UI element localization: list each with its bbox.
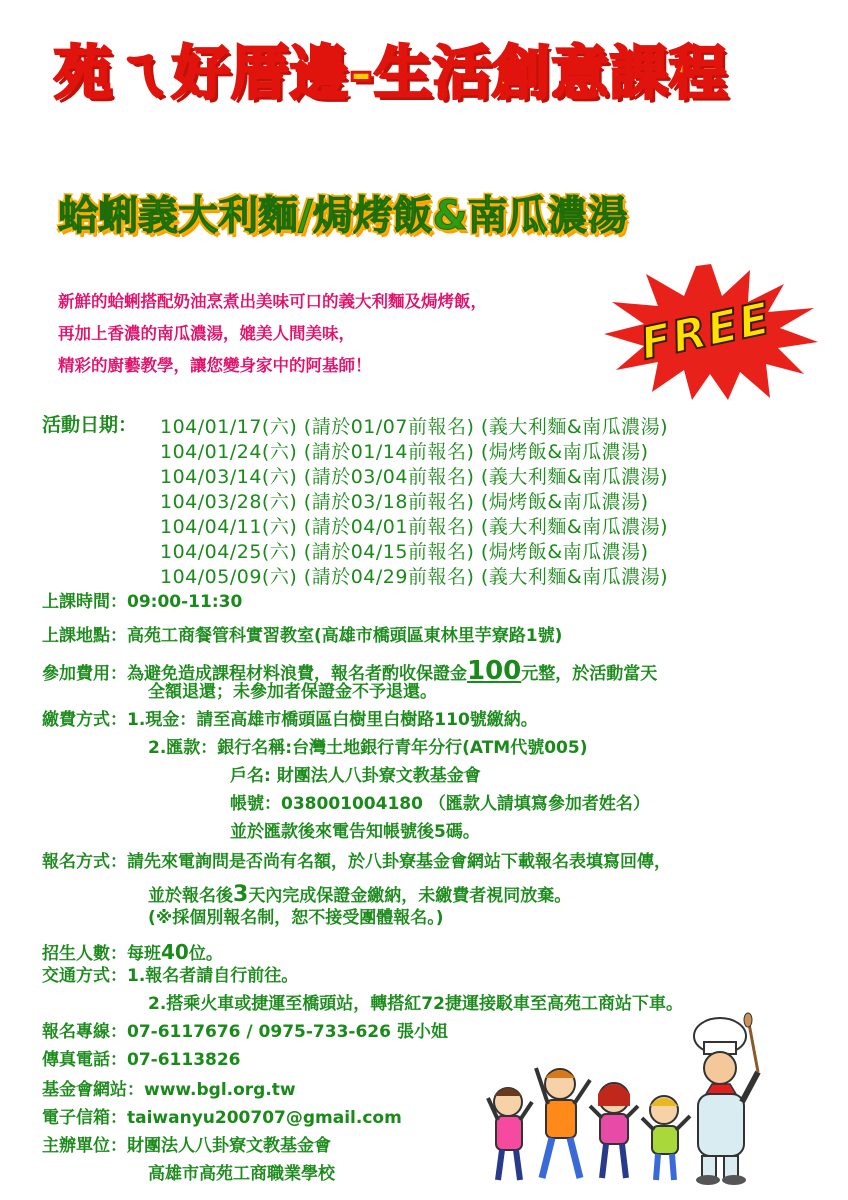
class-time-value: 09:00-11:30: [127, 592, 243, 612]
fee-line-2: 全額退還；未參加者保證金不予退還。: [148, 682, 437, 702]
enroll-label: 招生人數：: [42, 944, 127, 964]
register-line-2-pre: 並於報名後: [148, 886, 233, 906]
enroll: [42, 940, 223, 964]
fax: [42, 1050, 241, 1070]
payment-transfer: 2.匯款：銀行名稱:台灣土地銀行青年分行(ATM代號005): [148, 738, 588, 758]
enroll-pre: 每班: [127, 944, 161, 964]
payment-note: 並於匯款後來電告知帳號後5碼。: [230, 822, 480, 842]
schedule-item: 104/04/25(六) (請於04/15前報名) (焗烤飯&南瓜濃湯): [160, 541, 649, 563]
register-line-2: [148, 882, 571, 908]
organizer-label: 主辦單位：: [42, 1136, 127, 1156]
payment-account-no: 帳號：038001004180 （匯款人請填寫參加者姓名）: [230, 794, 650, 814]
organizer: [42, 1136, 331, 1156]
intro-line-3: 精彩的廚藝教學，讓您變身家中的阿基師！: [58, 356, 372, 375]
transport-label: 交通方式：: [42, 966, 127, 986]
class-time: [42, 592, 242, 612]
fee-amount: 100: [467, 656, 522, 686]
fee-text-post: 元整，於活動當天: [521, 664, 658, 684]
email-link[interactable]: taiwanyu200707@gmail.com: [127, 1108, 402, 1128]
payment-account-name: 戶名: 財團法人八卦寮文教基金會: [230, 766, 481, 786]
hotline: [42, 1022, 448, 1042]
kids-chef-icon: [486, 1010, 786, 1190]
organizer-line-2: 高雄市高苑工商職業學校: [148, 1164, 335, 1184]
page-subtitle: 蛤蜊義大利麵/焗烤飯&南瓜濃湯: [58, 193, 628, 239]
intro-line-2: 再加上香濃的南瓜濃湯，媲美人間美味，: [58, 324, 355, 343]
payment-label: 繳費方式：: [42, 710, 127, 730]
schedule-item: 104/01/24(六) (請於01/14前報名) (焗烤飯&南瓜濃湯): [160, 441, 649, 463]
schedule-item: 104/03/28(六) (請於03/18前報名) (焗烤飯&南瓜濃湯): [160, 491, 649, 513]
hotline-value: 07-6117676 / 0975-733-626 張小姐: [127, 1022, 448, 1042]
intro-line-1: 新鮮的蛤蜊搭配奶油烹煮出美味可口的義大利麵及焗烤飯，: [58, 292, 487, 311]
register-label: 報名方式：: [42, 852, 127, 872]
schedule-item: 104/01/17(六) (請於01/07前報名) (義大利麵&南瓜濃湯): [160, 416, 669, 438]
email: [42, 1108, 402, 1128]
hotline-label: 報名專線：: [42, 1022, 127, 1042]
website-link[interactable]: www.bgl.org.tw: [144, 1080, 296, 1100]
enroll-number: 40: [161, 940, 189, 964]
website: [42, 1080, 296, 1100]
free-badge: [600, 262, 822, 402]
organizer-line-1: 財團法人八卦寮文教基金會: [127, 1136, 331, 1156]
fax-value: 07-6113826: [127, 1050, 241, 1070]
schedule-item: 104/04/11(六) (請於04/01前報名) (義大利麵&南瓜濃湯): [160, 516, 669, 538]
fax-label: 傳真電話：: [42, 1050, 127, 1070]
register: [42, 852, 671, 872]
transport-line-2: 2.搭乘火車或捷運至橋頭站，轉搭紅72捷運接駁車至高苑工商站下車。: [148, 994, 683, 1014]
schedule-item: 104/05/09(六) (請於04/29前報名) (義大利麵&南瓜濃湯): [160, 566, 669, 588]
register-line-1: 請先來電詢問是否尚有名額，於八卦寮基金會網站下載報名表填寫回傳，: [127, 852, 671, 872]
transport-line-1: 1.報名者請自行前往。: [127, 966, 299, 986]
register-line-2-post: 天內完成保證金繳納，未繳費者視同放棄。: [248, 886, 572, 906]
fee-label: 參加費用：: [42, 664, 127, 684]
enroll-post: 位。: [188, 944, 223, 964]
register-days: 3: [233, 882, 249, 907]
location-value: 高苑工商餐管科實習教室(高雄市橋頭區東林里芋寮路1號): [127, 626, 563, 646]
location-label: 上課地點：: [42, 626, 127, 646]
fee-text-pre: 為避免造成課程材料浪費，報名者酌收保證金: [127, 664, 467, 684]
website-label: 基金會網站：: [42, 1080, 144, 1100]
transport: [42, 966, 298, 986]
free-text: FREE: [636, 292, 776, 371]
register-line-3: (※採個別報名制，恕不接受團體報名。): [148, 908, 444, 928]
class-time-label: 上課時間：: [42, 592, 127, 612]
payment-cash: 1.現金：請至高雄市橋頭區白樹里白樹路110號繳納。: [127, 710, 538, 730]
schedule-item: 104/03/14(六) (請於03/04前報名) (義大利麵&南瓜濃湯): [160, 466, 669, 488]
location: [42, 626, 562, 646]
dates-label: 活動日期：: [42, 414, 138, 436]
page-title: 苑ㄟ好厝邊-生活創意課程: [54, 39, 729, 107]
kids-chef-illustration: [486, 1010, 786, 1190]
payment: [42, 710, 538, 730]
email-label: 電子信箱：: [42, 1108, 127, 1128]
